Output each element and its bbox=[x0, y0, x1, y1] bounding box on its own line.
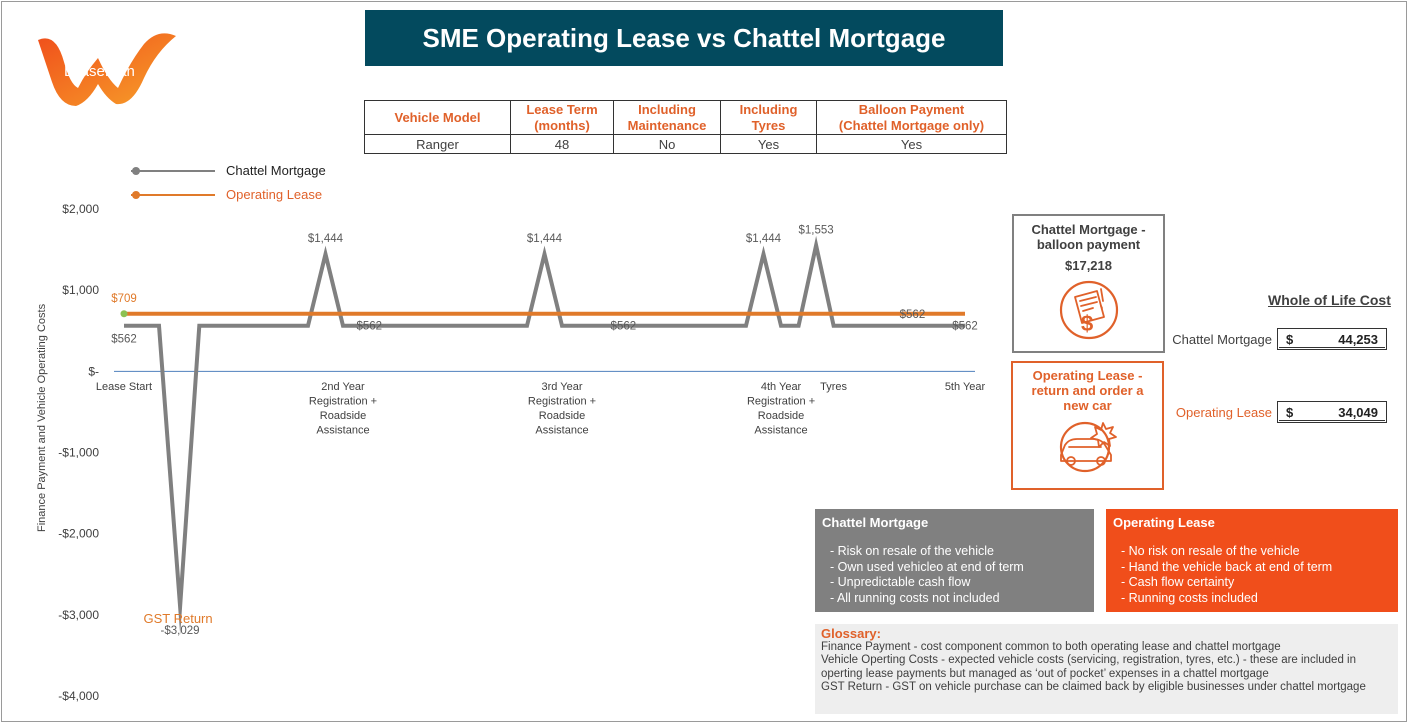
x-category-label bbox=[747, 381, 815, 437]
svg-text:$: $ bbox=[1080, 311, 1093, 336]
balloon-payment-value: $17,218 bbox=[1065, 258, 1112, 273]
whole-of-life-title: Whole of Life Cost bbox=[1268, 292, 1391, 308]
annotations bbox=[144, 611, 213, 626]
cell-including-maintenance: No bbox=[614, 135, 721, 154]
series-point-operating-lease bbox=[121, 310, 128, 317]
x-category-line: Tyres bbox=[820, 381, 848, 393]
data-label: $1,444 bbox=[307, 233, 344, 246]
y-tick-label: $- bbox=[88, 364, 99, 379]
list-item: - Running costs included bbox=[1121, 590, 1258, 605]
cell-vehicle-model: Ranger bbox=[365, 135, 511, 154]
x-category-line: 2nd Year bbox=[321, 381, 365, 393]
legend-label-operating-lease: Operating Lease bbox=[226, 187, 323, 202]
wol-ol-amount: 34,049 bbox=[1338, 404, 1378, 420]
x-category-label bbox=[820, 381, 847, 393]
glossary-line: GST Return - GST on vehicle purchase can be claimed back by eligible businesses under chattel mortgage bbox=[821, 680, 1366, 693]
data-label: $709 bbox=[111, 292, 137, 305]
legend-label-chattel-mortgage: Chattel Mortgage bbox=[226, 163, 326, 178]
x-category-line: Registration + bbox=[746, 395, 816, 408]
operating-lease-panel bbox=[1106, 509, 1398, 612]
glossary-line: Vehicle Operting Costs - expected vehicle costs (servicing, registration, tyres, etc.) - these are included in operting lease payments but managed as ‘out of pocket’ expenses in a chattel mortgage bbox=[821, 654, 1356, 680]
glossary-title: Glossary: bbox=[821, 626, 881, 641]
data-label: $1,444 bbox=[526, 233, 563, 246]
return-order-box bbox=[1011, 361, 1164, 490]
x-category-label bbox=[945, 381, 986, 393]
y-tick-label: -$2,000 bbox=[58, 526, 99, 541]
list-item: - Own used vehicleo at end of term bbox=[830, 559, 1024, 574]
data-label: $1,444 bbox=[745, 233, 782, 246]
list-item: - Cash flow certainty bbox=[1121, 575, 1235, 589]
x-category-line: Lease Start bbox=[95, 381, 153, 393]
y-tick-label: $2,000 bbox=[62, 202, 99, 216]
glossary-line: Finance Payment - cost component common to both operating lease and chattel mortgage bbox=[821, 641, 1281, 653]
x-category-line: Roadside bbox=[757, 410, 805, 422]
wol-ol-currency: $ bbox=[1286, 404, 1294, 420]
list-item: - Hand the vehicle back at end of term bbox=[1121, 559, 1333, 574]
list-item: - No risk on resale of the vehicle bbox=[1121, 544, 1300, 558]
y-tick-label: -$1,000 bbox=[58, 445, 99, 460]
x-category-label bbox=[309, 381, 377, 437]
return-title-line-3: new car bbox=[1063, 398, 1112, 413]
x-category-line: 3rd Year bbox=[541, 381, 583, 393]
data-label: $562 bbox=[952, 320, 978, 333]
list-item: - Risk on resale of the vehicle bbox=[830, 544, 994, 558]
data-label: $1,553 bbox=[798, 224, 834, 237]
return-title-line-2: return and order a bbox=[1031, 383, 1144, 398]
wol-cm-amount: 44,253 bbox=[1338, 331, 1378, 347]
wol-operating-lease-value bbox=[1277, 401, 1387, 423]
annotation-gst-return: GST Return bbox=[143, 611, 213, 627]
y-tick-label: $1,000 bbox=[62, 283, 99, 298]
y-tick-label: -$3,000 bbox=[58, 607, 99, 622]
balloon-payment-box bbox=[1012, 214, 1165, 353]
logo-text: LeasePlan bbox=[64, 63, 135, 80]
page-title: SME Operating Lease vs Chattel Mortgage bbox=[365, 10, 1003, 66]
x-category-label bbox=[528, 381, 596, 437]
x-category-line: Roadside bbox=[538, 410, 586, 422]
header-lease-term: Lease Term (months) bbox=[511, 101, 614, 135]
x-category-label bbox=[96, 381, 152, 393]
wol-cm-currency: $ bbox=[1286, 331, 1294, 347]
header-vehicle-model: Vehicle Model bbox=[365, 101, 511, 135]
data-label: $562 bbox=[610, 320, 637, 333]
car-icon bbox=[1013, 417, 1162, 478]
operating-lease-panel-title: Operating Lease bbox=[1113, 515, 1215, 530]
list-item: - All running costs not included bbox=[830, 590, 1000, 605]
wol-chattel-mortgage-value bbox=[1277, 328, 1387, 350]
return-title-line-1: Operating Lease - bbox=[1032, 368, 1143, 383]
x-category-line: Registration + bbox=[527, 395, 597, 408]
data-label: $562 bbox=[111, 333, 137, 346]
x-axis-categories bbox=[96, 381, 986, 437]
x-category-line: Assistance bbox=[754, 424, 808, 437]
x-category-line: Assistance bbox=[535, 424, 589, 437]
invoice-dollar-icon bbox=[1014, 279, 1163, 344]
x-category-line: Assistance bbox=[316, 424, 370, 437]
cell-including-tyres: Yes bbox=[721, 135, 817, 154]
glossary bbox=[815, 624, 1398, 714]
cell-balloon-payment: Yes bbox=[817, 135, 1007, 154]
header-balloon-payment: Balloon Payment (Chattel Mortgage only) bbox=[817, 101, 1007, 135]
chattel-mortgage-panel bbox=[815, 509, 1094, 612]
data-label: $562 bbox=[356, 320, 383, 333]
cell-lease-term: 48 bbox=[511, 135, 614, 154]
x-category-line: 4th Year bbox=[760, 381, 802, 393]
chattel-mortgage-panel-title: Chattel Mortgage bbox=[822, 515, 929, 530]
x-category-line: Registration + bbox=[308, 395, 378, 408]
header-including-tyres: Including Tyres bbox=[721, 101, 817, 135]
x-category-line: Roadside bbox=[319, 410, 367, 422]
balloon-title-line-2: balloon payment bbox=[1036, 237, 1141, 252]
balloon-title-line-1: Chattel Mortgage - bbox=[1031, 222, 1146, 237]
wol-operating-lease-label: Operating Lease bbox=[1175, 405, 1272, 420]
header-including-maintenance: Including Maintenance bbox=[614, 101, 721, 135]
y-axis-label: Finance Payment and Vehicle Operating Costs bbox=[36, 303, 48, 532]
list-item: - Unpredictable cash flow bbox=[830, 575, 971, 589]
x-category-line: 5th Year bbox=[944, 381, 986, 393]
y-axis bbox=[58, 202, 99, 703]
wol-chattel-mortgage-label: Chattel Mortgage bbox=[1172, 332, 1272, 347]
data-label: -$3,029 bbox=[160, 625, 200, 638]
data-label: $562 bbox=[899, 308, 926, 321]
y-tick-label: -$4,000 bbox=[58, 689, 99, 703]
